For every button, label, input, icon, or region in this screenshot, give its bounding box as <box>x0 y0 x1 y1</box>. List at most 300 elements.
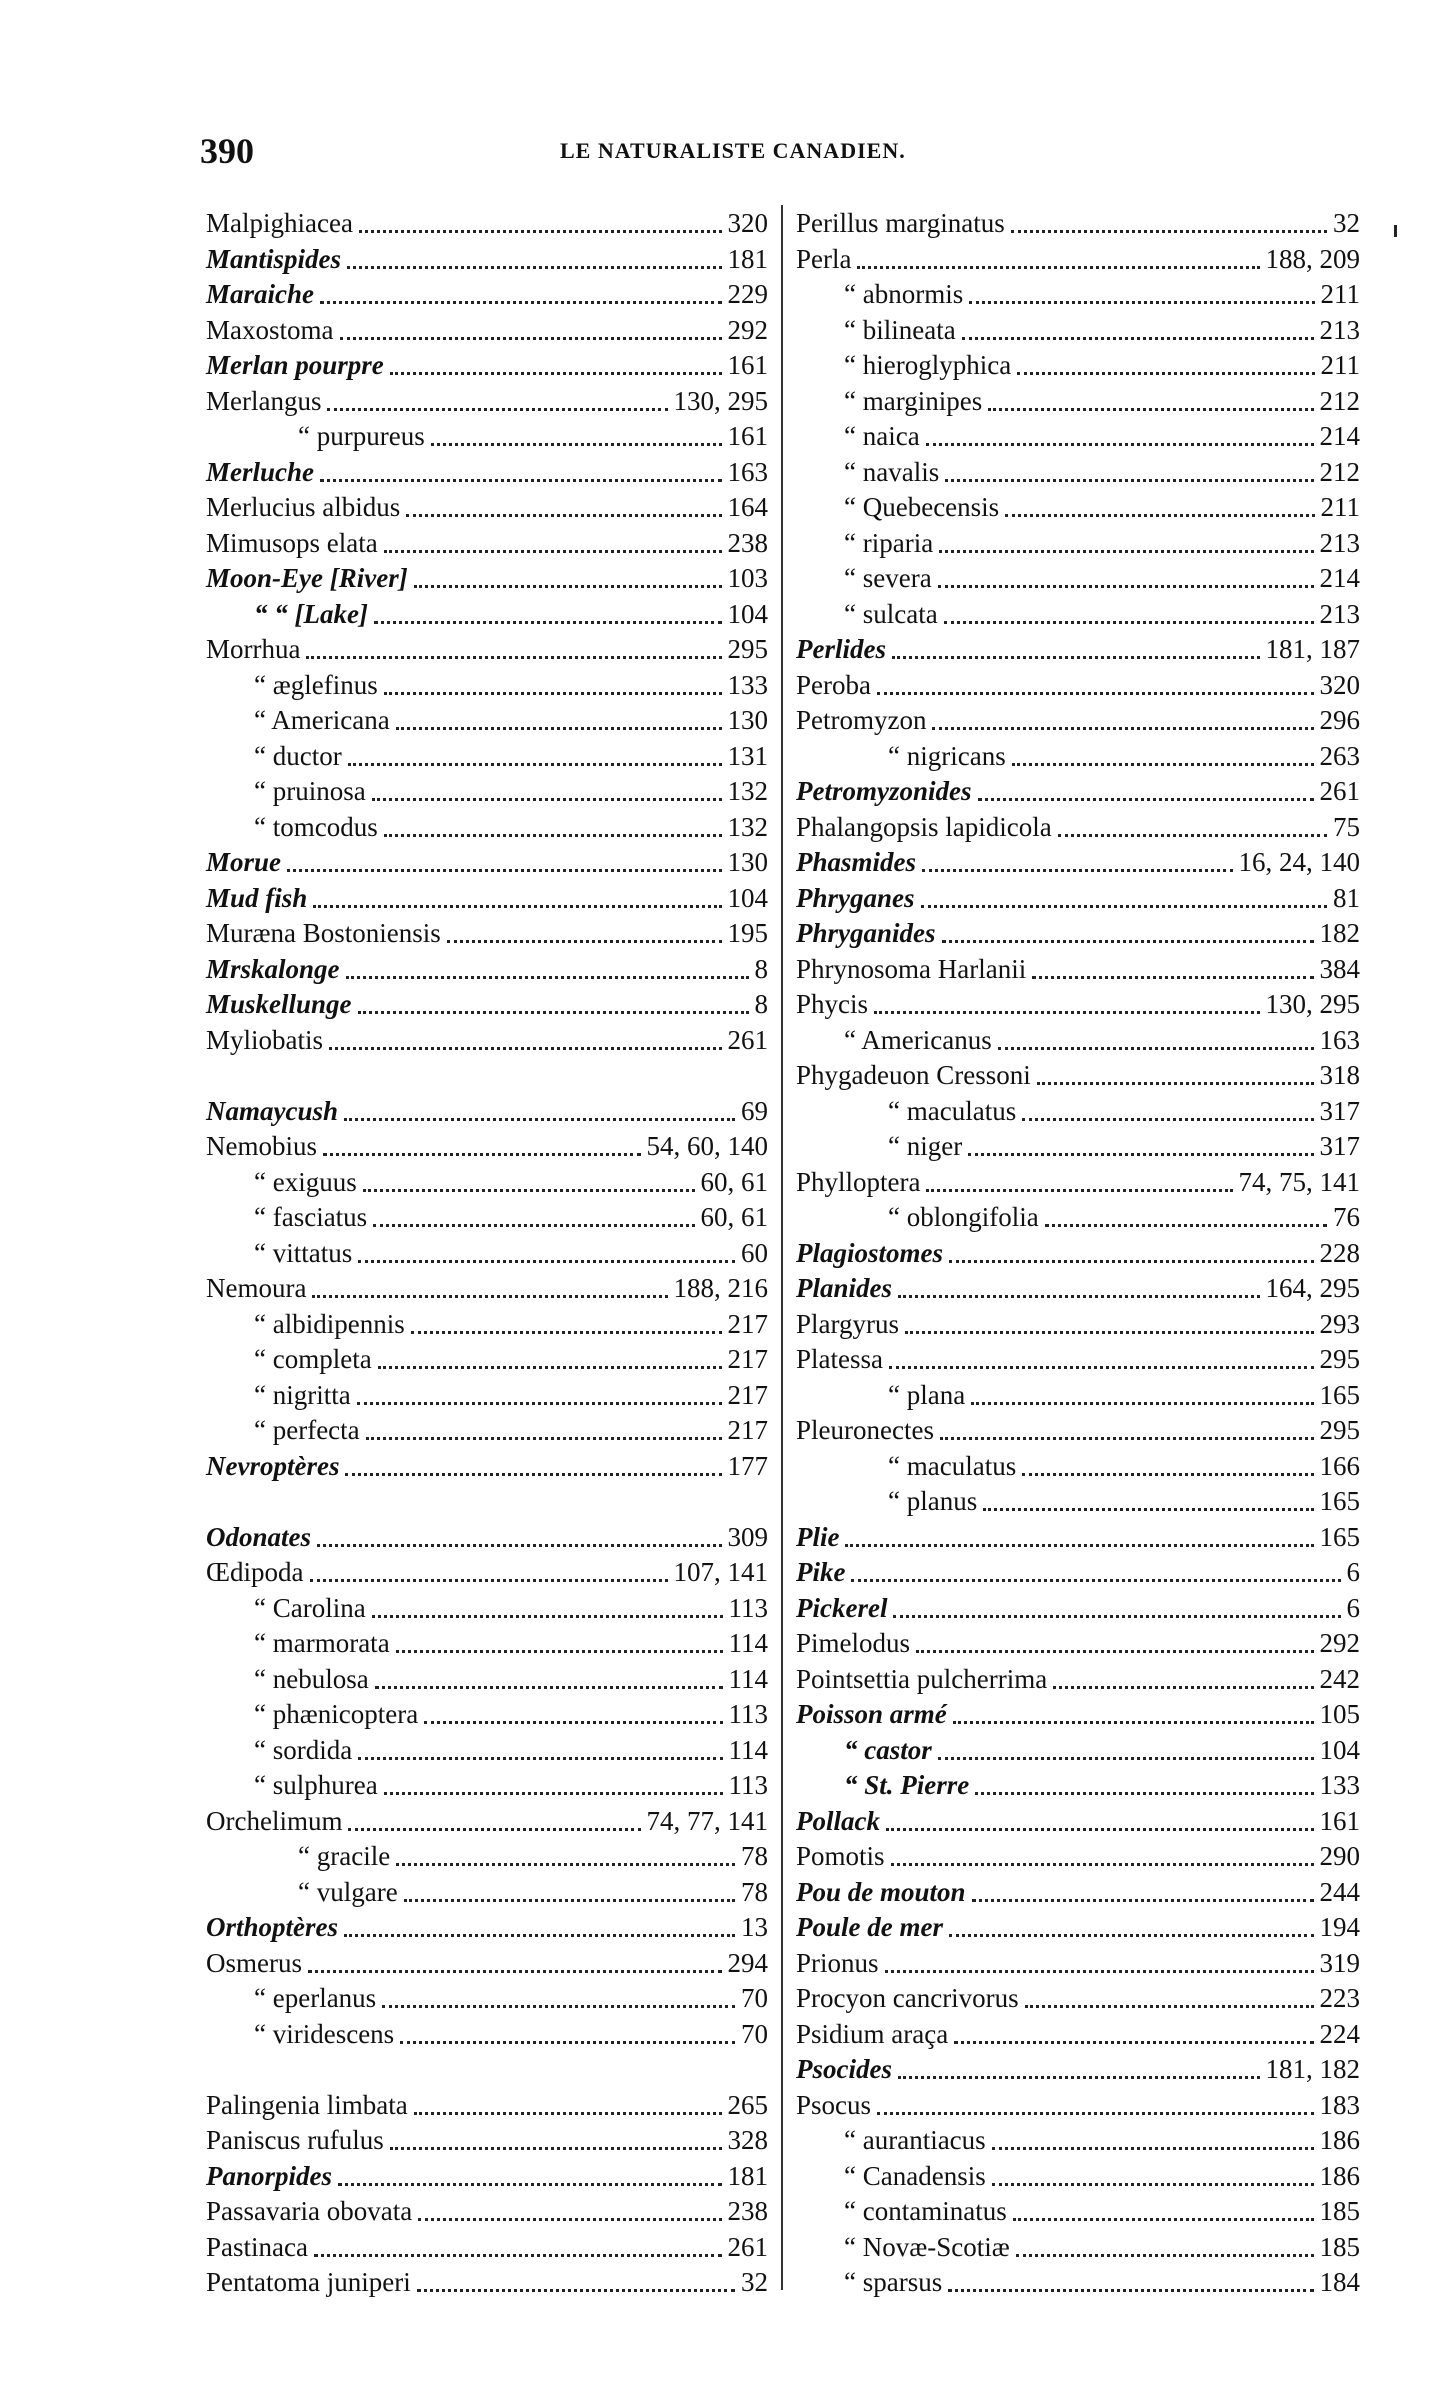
index-entry <box>206 1735 768 1771</box>
dot-leader <box>447 940 722 943</box>
index-entry <box>206 1344 768 1380</box>
entry-term: “ planus <box>888 1486 978 1516</box>
entry-term: “ riparia <box>844 527 934 558</box>
index-entry <box>796 989 1360 1025</box>
entry-term: Psocus <box>796 2089 872 2120</box>
entry-term: “ marginipes <box>844 385 983 416</box>
index-entry <box>796 421 1360 457</box>
dot-leader <box>390 2147 722 2150</box>
dot-leader <box>384 834 722 837</box>
dot-leader <box>1032 976 1313 979</box>
entry-pages: 70 <box>741 1983 768 2013</box>
index-entry <box>796 1735 1360 1771</box>
entry-pages: 132 <box>727 776 768 806</box>
dot-leader <box>898 2076 1260 2079</box>
index-entry <box>206 1273 768 1309</box>
entry-term: “ sulphurea <box>254 1770 378 1800</box>
index-entry <box>796 1664 1360 1700</box>
dot-leader <box>320 301 722 304</box>
entry-pages: 214 <box>1319 421 1360 451</box>
dot-leader <box>998 1047 1314 1050</box>
dot-leader <box>944 621 1314 624</box>
dot-leader <box>1053 1686 1313 1689</box>
dot-leader <box>845 1544 1313 1547</box>
entry-term: Myliobatis <box>206 1024 324 1055</box>
entry-pages: 130, 295 <box>1265 989 1360 1019</box>
entry-pages: 292 <box>727 314 768 345</box>
entry-term: “ bilineata <box>844 314 956 345</box>
dot-leader <box>949 1260 1314 1263</box>
dot-leader <box>384 550 722 553</box>
dot-leader <box>857 266 1259 269</box>
entry-term: Plagiostomes <box>796 1237 943 1268</box>
entry-pages: 195 <box>727 918 768 948</box>
entry-pages: 238 <box>727 527 768 558</box>
index-entry <box>206 1309 768 1345</box>
index-entry <box>796 2161 1360 2197</box>
dot-leader <box>314 2254 722 2257</box>
entry-term: Pou de mouton <box>796 1876 966 1907</box>
dot-leader <box>414 585 722 588</box>
index-entry <box>206 599 768 635</box>
entry-term: “ “ [Lake] <box>254 598 368 629</box>
index-entry <box>206 883 768 919</box>
dot-leader <box>327 408 667 411</box>
entry-term: Platessa <box>796 1344 883 1374</box>
entry-term: Plargyrus <box>796 1308 900 1339</box>
entry-pages: 133 <box>727 669 768 700</box>
dot-leader <box>345 1473 721 1476</box>
index-entry <box>796 1096 1360 1132</box>
entry-term: Pointsettia pulcherrima <box>796 1663 1048 1694</box>
entry-term: “ completa <box>254 1344 372 1374</box>
entry-term: Phrynosoma Harlanii <box>796 953 1027 984</box>
entry-pages: 212 <box>1319 385 1360 416</box>
entry-term: “ vittatus <box>254 1237 353 1268</box>
index-entry <box>206 1096 768 1132</box>
entry-term: Osmerus <box>206 1947 302 1978</box>
entry-term: Pimelodus <box>796 1628 911 1658</box>
entry-pages: 114 <box>728 1734 768 1765</box>
entry-pages: 319 <box>1319 1947 1360 1978</box>
entry-pages: 60, 61 <box>700 1202 768 1232</box>
entry-term: “ exiguus <box>254 1166 357 1197</box>
entry-pages: 13 <box>741 1912 768 1942</box>
entry-term: Muræna Bostoniensis <box>206 918 441 948</box>
dot-leader <box>954 2041 1313 2044</box>
entry-pages: 76 <box>1333 1202 1360 1232</box>
dot-leader <box>406 514 721 517</box>
entry-term: “ navalis <box>844 456 940 487</box>
dot-leader <box>431 443 722 446</box>
entry-pages: 60, 61 <box>700 1166 768 1197</box>
dot-leader <box>940 1437 1314 1440</box>
entry-term: Merluche <box>206 456 314 487</box>
dot-leader <box>874 1011 1259 1014</box>
entry-pages: 8 <box>754 989 768 1019</box>
entry-term: Pollack <box>796 1805 880 1836</box>
entry-pages: 292 <box>1319 1628 1360 1658</box>
index-entry <box>796 315 1360 351</box>
section-gap <box>206 1060 768 1096</box>
entry-pages: 130 <box>727 705 768 735</box>
entry-term: Morrhua <box>206 634 301 664</box>
index-entry <box>796 1877 1360 1913</box>
entry-term: “ marmorata <box>254 1628 390 1658</box>
dot-leader <box>932 727 1313 730</box>
index-entry <box>206 1948 768 1984</box>
index-entry <box>796 812 1360 848</box>
dot-leader <box>938 1757 1314 1760</box>
dot-leader <box>953 1721 1314 1724</box>
dot-leader <box>344 1934 735 1937</box>
page-number: 390 <box>200 131 254 171</box>
entry-term: Perlides <box>796 634 886 664</box>
entry-term: Maraiche <box>206 279 314 309</box>
index-entry <box>206 989 768 1025</box>
index-entry <box>796 1202 1360 1238</box>
index-entry <box>796 2196 1360 2232</box>
entry-term: Pastinaca <box>206 2231 308 2262</box>
index-entry <box>796 1983 1360 2019</box>
entry-term: Merlangus <box>206 385 322 416</box>
entry-term: “ maculatus <box>888 1450 1017 1481</box>
index-entry <box>206 1912 768 1948</box>
entry-pages: 320 <box>1319 669 1360 700</box>
dot-leader <box>926 1189 1232 1192</box>
index-entry <box>796 918 1360 954</box>
dot-leader <box>348 763 722 766</box>
index-entry <box>206 1806 768 1842</box>
dot-leader <box>396 1650 723 1653</box>
entry-term: “ nebulosa <box>254 1663 369 1694</box>
index-entry <box>796 2019 1360 2055</box>
index-entry <box>206 1841 768 1877</box>
index-entry <box>206 705 768 741</box>
entry-pages: 166 <box>1319 1450 1360 1481</box>
dot-leader <box>889 1366 1314 1369</box>
dot-leader <box>384 692 722 695</box>
index-entry <box>206 2196 768 2232</box>
dot-leader <box>310 1579 668 1582</box>
index-entry <box>796 2090 1360 2126</box>
entry-term: Odonates <box>206 1521 312 1552</box>
entry-term: “ Canadensis <box>844 2160 986 2191</box>
dot-leader <box>942 940 1314 943</box>
index-entry <box>206 954 768 990</box>
entry-pages: 328 <box>727 2125 768 2155</box>
dot-leader <box>939 550 1313 553</box>
index-entry <box>796 492 1360 528</box>
index-entry <box>796 350 1360 386</box>
entry-term: Pike <box>796 1557 846 1587</box>
entry-pages: 228 <box>1319 1237 1360 1268</box>
index-entry <box>206 847 768 883</box>
entry-term: Phygadeuon Cressoni <box>796 1060 1031 1090</box>
entry-pages: 70 <box>741 2018 768 2049</box>
entry-pages: 54, 60, 140 <box>646 1131 768 1161</box>
entry-pages: 295 <box>727 634 768 664</box>
index-entry <box>796 208 1360 244</box>
dot-leader <box>374 621 722 624</box>
entry-term: “ niger <box>888 1131 963 1161</box>
entry-term: Poisson armé <box>796 1699 947 1729</box>
entry-term: Orthoptères <box>206 1912 339 1942</box>
entry-term: Mud fish <box>206 882 308 913</box>
dot-leader <box>323 1153 641 1156</box>
index-entry <box>206 918 768 954</box>
entry-pages: 194 <box>1319 1912 1360 1942</box>
dot-leader <box>358 1260 735 1263</box>
entry-term: “ Quebecensis <box>844 492 1000 522</box>
dot-leader <box>418 2218 721 2221</box>
index-entry <box>206 315 768 351</box>
entry-term: Morue <box>206 847 282 877</box>
entry-term: Petromyzon <box>796 705 927 735</box>
margin-mark <box>1394 225 1397 237</box>
index-entry <box>796 1557 1360 1593</box>
dot-leader <box>329 1047 721 1050</box>
dot-leader <box>886 1828 1314 1831</box>
index-entry <box>796 1344 1360 1380</box>
index-entry <box>796 1060 1360 1096</box>
entry-term: Pentatoma juniperi <box>206 2267 411 2297</box>
dot-leader <box>992 2183 1314 2186</box>
dot-leader <box>363 1189 695 1192</box>
dot-leader <box>983 1508 1313 1511</box>
entry-pages: 238 <box>727 2196 768 2226</box>
index-entry <box>796 1593 1360 1629</box>
entry-term: “ sordida <box>254 1734 353 1765</box>
entry-pages: 6 <box>1346 1557 1360 1587</box>
entry-term: “ tomcodus <box>254 811 378 842</box>
entry-term: “ phænicoptera <box>254 1699 419 1729</box>
entry-term: “ albidipennis <box>254 1308 405 1339</box>
entry-pages: 294 <box>727 1947 768 1978</box>
dot-leader <box>988 408 1313 411</box>
entry-term: “ purpureus <box>298 421 425 451</box>
entry-term: Maxostoma <box>206 314 334 345</box>
entry-term: “ aurantiacus <box>844 2125 986 2155</box>
index-entry <box>206 741 768 777</box>
entry-pages: 213 <box>1319 598 1360 629</box>
entry-term: Peroba <box>796 669 871 700</box>
dot-leader <box>1045 1224 1327 1227</box>
entry-term: Nemoura <box>206 1273 307 1303</box>
entry-term: Petromyzonides <box>796 776 972 806</box>
dot-leader <box>1016 2254 1314 2257</box>
index-entry <box>796 1415 1360 1451</box>
dot-leader <box>949 1934 1314 1937</box>
entry-term: Palingenia limbata <box>206 2089 408 2120</box>
entry-term: Psocides <box>796 2054 892 2084</box>
entry-pages: 217 <box>727 1415 768 1445</box>
dot-leader <box>348 1828 640 1831</box>
entry-term: “ Americana <box>254 705 390 735</box>
entry-pages: 213 <box>1319 314 1360 345</box>
entry-term: Pomotis <box>796 1841 885 1871</box>
entry-pages: 309 <box>727 1521 768 1552</box>
entry-term: Moon-Eye [River] <box>206 563 408 593</box>
index-entry <box>796 741 1360 777</box>
entry-term: Poule de mer <box>796 1912 943 1942</box>
entry-pages: 113 <box>728 1770 768 1800</box>
entry-term: Perla <box>796 243 852 274</box>
page-header <box>200 130 1050 180</box>
index-entry <box>796 457 1360 493</box>
dot-leader <box>921 905 1327 908</box>
entry-term: Mrskalonge <box>206 953 340 984</box>
dot-leader <box>1013 2218 1314 2221</box>
index-entry <box>206 1557 768 1593</box>
index-entry <box>796 1699 1360 1735</box>
index-entry <box>206 244 768 280</box>
entry-pages: 188, 209 <box>1265 243 1360 274</box>
index-entry <box>206 279 768 315</box>
dot-leader <box>312 1295 667 1298</box>
entry-pages: 223 <box>1319 1983 1360 2013</box>
entry-term: “ nigritta <box>254 1379 351 1410</box>
dot-leader <box>344 1118 735 1121</box>
index-entry <box>206 2125 768 2161</box>
dot-leader <box>396 1863 735 1866</box>
index-entry <box>206 1628 768 1664</box>
entry-pages: 32 <box>741 2267 768 2297</box>
index-entry <box>796 954 1360 990</box>
dot-leader <box>382 2005 735 2008</box>
dot-leader <box>972 1899 1314 1902</box>
entry-pages: 165 <box>1319 1521 1360 1552</box>
dot-leader <box>414 2112 722 2115</box>
dot-leader <box>969 301 1314 304</box>
entry-pages: 181, 187 <box>1265 634 1360 664</box>
dot-leader <box>1022 1118 1313 1121</box>
dot-leader <box>372 798 722 801</box>
entry-pages: 78 <box>741 1876 768 1907</box>
entry-term: Procyon cancrivorus <box>796 1983 1019 2013</box>
index-entry <box>206 1415 768 1451</box>
index-entry <box>796 1628 1360 1664</box>
entry-pages: 217 <box>727 1344 768 1374</box>
index-entry <box>796 599 1360 635</box>
index-entry <box>206 2232 768 2268</box>
entry-term: Merlucius albidus <box>206 492 401 522</box>
entry-pages: 114 <box>728 1663 768 1694</box>
index-entry <box>206 1380 768 1416</box>
entry-term: “ plana <box>888 1379 966 1410</box>
dot-leader <box>1037 1082 1314 1085</box>
dot-leader <box>338 2183 721 2186</box>
index-entry <box>206 528 768 564</box>
index-entry <box>206 350 768 386</box>
entry-pages: 185 <box>1319 2196 1360 2226</box>
index-entry <box>796 2125 1360 2161</box>
dot-leader <box>347 266 721 269</box>
running-title: LE NATURALISTE CANADIEN. <box>560 138 906 163</box>
entry-pages: 318 <box>1319 1060 1360 1090</box>
column-divider <box>781 205 783 2290</box>
dot-leader <box>893 1615 1340 1618</box>
entry-pages: 317 <box>1319 1131 1360 1161</box>
index-entry <box>206 457 768 493</box>
entry-term: Mantispides <box>206 243 342 274</box>
entry-pages: 217 <box>727 1379 768 1410</box>
section-gap <box>206 2054 768 2090</box>
index-entry <box>206 812 768 848</box>
entry-pages: 74, 77, 141 <box>646 1805 768 1836</box>
index-entry <box>796 279 1360 315</box>
dot-leader <box>340 337 722 340</box>
index-entry <box>796 386 1360 422</box>
dot-leader <box>877 2112 1313 2115</box>
entry-pages: 113 <box>728 1699 768 1729</box>
index-entry <box>796 1380 1360 1416</box>
entry-term: “ castor <box>844 1734 932 1765</box>
entry-pages: 69 <box>741 1095 768 1126</box>
dot-leader <box>404 1899 735 1902</box>
dot-leader <box>373 1224 694 1227</box>
entry-pages: 32 <box>1333 208 1360 238</box>
entry-pages: 164, 295 <box>1265 1273 1360 1303</box>
entry-term: Psidium araça <box>796 2018 949 2049</box>
entry-term: Nevroptères <box>206 1450 340 1481</box>
index-entry <box>206 386 768 422</box>
index-entry <box>796 634 1360 670</box>
entry-pages: 161 <box>727 421 768 451</box>
entry-pages: 132 <box>727 811 768 842</box>
entry-pages: 6 <box>1346 1592 1360 1623</box>
entry-pages: 229 <box>727 279 768 309</box>
dot-leader <box>978 798 1314 801</box>
entry-term: “ maculatus <box>888 1095 1017 1126</box>
dot-leader <box>358 1011 749 1014</box>
entry-term: “ viridescens <box>254 2018 395 2049</box>
entry-pages: 295 <box>1319 1344 1360 1374</box>
index-entry <box>206 1877 768 1913</box>
index-entry <box>206 421 768 457</box>
entry-pages: 16, 24, 140 <box>1238 847 1360 877</box>
dot-leader <box>411 1331 722 1334</box>
dot-leader <box>366 1437 722 1440</box>
dot-leader <box>891 1863 1314 1866</box>
entry-term: Panorpides <box>206 2160 333 2191</box>
dot-leader <box>308 1970 722 1973</box>
index-entry <box>206 776 768 812</box>
index-entry <box>796 705 1360 741</box>
dot-leader <box>313 905 721 908</box>
dot-leader <box>358 1757 722 1760</box>
entry-pages: 211 <box>1320 492 1360 522</box>
entry-pages: 103 <box>727 563 768 593</box>
entry-term: “ hieroglyphica <box>844 350 1012 380</box>
entry-term: “ gracile <box>298 1841 391 1871</box>
index-entry <box>796 2232 1360 2268</box>
index-entry <box>796 1273 1360 1309</box>
right-index-column <box>796 208 1360 2303</box>
dot-leader <box>1025 2005 1314 2008</box>
entry-pages: 261 <box>1319 776 1360 806</box>
entry-term: Phasmides <box>796 847 917 877</box>
dot-leader <box>317 1544 721 1547</box>
dot-leader <box>945 479 1313 482</box>
entry-term: “ Novæ-Scotiæ <box>844 2231 1010 2262</box>
entry-pages: 181 <box>727 243 768 274</box>
index-entry <box>206 670 768 706</box>
entry-term: “ oblongifolia <box>888 1202 1039 1232</box>
entry-pages: 263 <box>1319 740 1360 771</box>
entry-term: “ nigricans <box>888 740 1006 771</box>
index-entry <box>796 1948 1360 1984</box>
